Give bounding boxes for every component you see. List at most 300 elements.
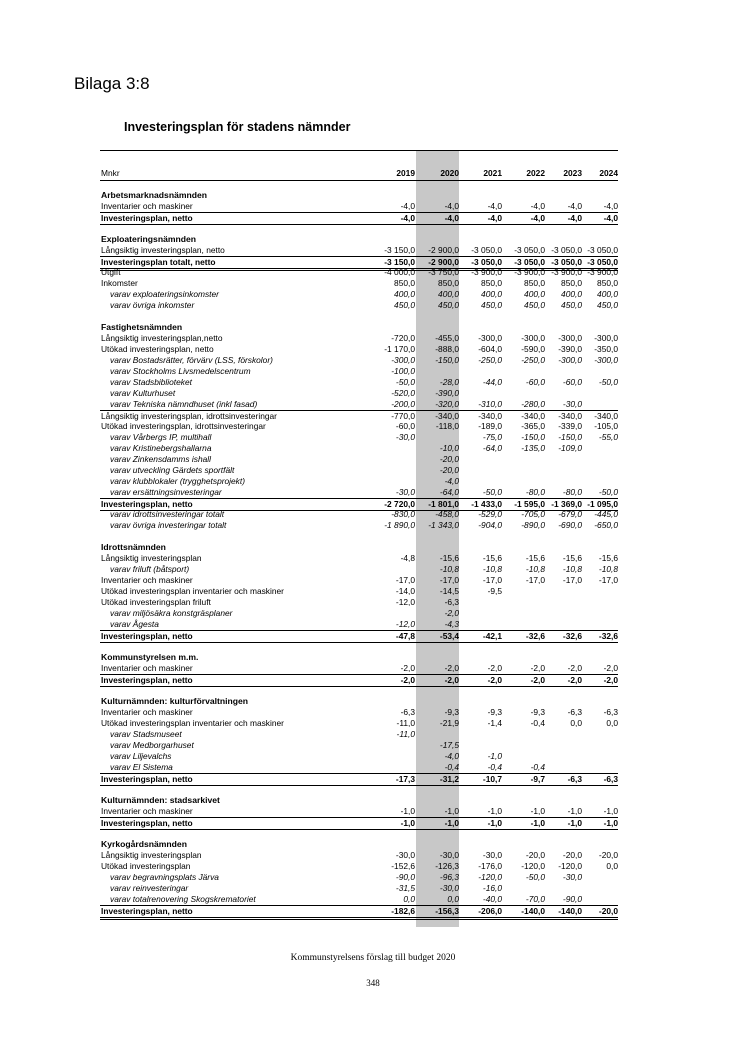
cell-value: -904,0 (478, 520, 502, 530)
cell-value: -1,4 (487, 718, 502, 728)
table-row (100, 872, 618, 883)
row-label: Idrottsnämnden (101, 542, 166, 552)
cell-value: -4,0 (444, 751, 459, 761)
cell-value: -30,0 (482, 850, 502, 860)
cell-value: -3 900,0 (471, 267, 502, 277)
cell-value: -4,0 (487, 201, 502, 211)
cell-value: -3 900,0 (514, 267, 545, 277)
cell-value: -3 050,0 (587, 257, 618, 267)
cell-value: -1 170,0 (384, 344, 415, 354)
cell-value: -310,0 (478, 399, 502, 409)
table-row (100, 751, 618, 762)
cell-value: -3 150,0 (384, 257, 415, 267)
table-row (100, 355, 618, 366)
cell-value: 0,0 (403, 894, 415, 904)
row-label: Långsiktig investeringsplan, netto (101, 245, 225, 255)
cell-value: -31,2 (439, 774, 459, 784)
cell-value: -340,0 (594, 411, 618, 421)
header-year: 2020 (440, 168, 459, 178)
row-label: varav Ågesta (110, 619, 159, 629)
table-row (100, 850, 618, 861)
cell-value: -590,0 (521, 344, 545, 354)
cell-value: -2,0 (530, 675, 545, 685)
table-row (100, 245, 618, 256)
cell-value: -96,3 (439, 872, 459, 882)
row-label: Investeringsplan, netto (101, 774, 193, 784)
cell-value: -4,0 (444, 213, 459, 223)
table-row (100, 377, 618, 388)
cell-value: -1 433,0 (471, 499, 502, 509)
cell-value: -4,0 (444, 201, 459, 211)
cell-value: -690,0 (558, 520, 582, 530)
cell-value: -770,0 (391, 411, 415, 421)
cell-value: -2,0 (444, 663, 459, 673)
cell-value: -12,0 (395, 619, 415, 629)
cell-value: -10,7 (482, 774, 502, 784)
cell-value: -1,0 (567, 806, 582, 816)
row-label: Investeringsplan, netto (101, 675, 193, 685)
cell-value: -31,5 (395, 883, 415, 893)
cell-value: -4,0 (487, 213, 502, 223)
cell-value: -888,0 (435, 344, 459, 354)
row-label: varav klubblokaler (trygghetsprojekt) (110, 476, 245, 486)
cell-value: -0,4 (530, 762, 545, 772)
cell-value: -1 890,0 (384, 520, 415, 530)
row-label: Kyrkogårdsnämnden (101, 839, 187, 849)
cell-value: -4,0 (567, 201, 582, 211)
total-row (100, 817, 618, 830)
row-label: Långsiktig investeringsplan (101, 850, 202, 860)
cell-value: -30,0 (439, 883, 459, 893)
row-label: Investeringsplan, netto (101, 213, 193, 223)
cell-value: -55,0 (598, 432, 618, 442)
table-row (100, 399, 618, 410)
cell-value: -80,0 (562, 487, 582, 497)
cell-value: 0,0 (570, 718, 582, 728)
cell-value: -0,4 (530, 718, 545, 728)
cell-value: 850,0 (438, 278, 459, 288)
cell-value: -20,0 (562, 850, 582, 860)
section-heading (100, 696, 618, 707)
table-row (100, 597, 618, 608)
row-label: varav Zinkensdamms ishall (110, 454, 211, 464)
row-label: Inventarier och maskiner (101, 201, 193, 211)
cell-value: 850,0 (481, 278, 502, 288)
row-label: varav ersättningsinvesteringar (110, 487, 222, 497)
cell-value: -14,5 (439, 586, 459, 596)
cell-value: -118,0 (435, 421, 459, 431)
table-row (100, 553, 618, 564)
cell-value: -44,0 (482, 377, 502, 387)
row-label: Utökad investeringsplan inventarier och maskiner (101, 586, 284, 596)
table-row (100, 861, 618, 872)
cell-value: -458,0 (435, 509, 459, 519)
cell-value: -1,0 (487, 751, 502, 761)
cell-value: -4,0 (567, 213, 582, 223)
table-row (100, 278, 618, 289)
cell-value: 0,0 (606, 718, 618, 728)
cell-value: -1 595,0 (514, 499, 545, 509)
table-row (100, 619, 618, 630)
cell-value: -150,0 (435, 355, 459, 365)
row-label: Utgift (101, 267, 121, 277)
cell-value: -300,0 (594, 333, 618, 343)
cell-value: -2,0 (444, 675, 459, 685)
cell-value: -350,0 (594, 344, 618, 354)
header-rule (100, 150, 618, 151)
table-row (100, 586, 618, 597)
cell-value: -604,0 (478, 344, 502, 354)
cell-value: -2,0 (400, 675, 415, 685)
row-label: Långsiktig investeringsplan (101, 553, 202, 563)
cell-value: -20,0 (598, 850, 618, 860)
cell-value: -40,0 (482, 894, 502, 904)
cell-value: -300,0 (594, 355, 618, 365)
cell-value: 400,0 (524, 289, 545, 299)
cell-value: -340,0 (435, 411, 459, 421)
cell-value: -4,3 (444, 619, 459, 629)
cell-value: -445,0 (594, 509, 618, 519)
section-heading (100, 795, 618, 806)
cell-value: -30,0 (395, 432, 415, 442)
cell-value: -206,0 (478, 906, 502, 916)
cell-value: -50,0 (525, 872, 545, 882)
cell-value: -3 050,0 (471, 245, 502, 255)
cell-value: -15,6 (598, 553, 618, 563)
cell-value: -17,0 (395, 575, 415, 585)
table-row (100, 465, 618, 476)
table-row (100, 487, 618, 498)
cell-value: -720,0 (391, 333, 415, 343)
cell-value: -1 095,0 (587, 499, 618, 509)
table-row (100, 608, 618, 619)
cell-value: -3 150,0 (384, 245, 415, 255)
cell-value: -4,8 (400, 553, 415, 563)
cell-value: -10,8 (598, 564, 618, 574)
cell-value: -4,0 (530, 213, 545, 223)
cell-value: -9,3 (530, 707, 545, 717)
row-label: varav totalrenovering Skogskrematoriet (110, 894, 256, 904)
cell-value: -60,0 (525, 377, 545, 387)
row-label: varav El Sistema (110, 762, 173, 772)
cell-value: -2 900,0 (428, 257, 459, 267)
cell-value: -9,7 (530, 774, 545, 784)
cell-value: -2,0 (487, 675, 502, 685)
cell-value: -2,0 (603, 675, 618, 685)
cell-value: -2,0 (567, 675, 582, 685)
row-label: Inventarier och maskiner (101, 806, 193, 816)
cell-value: 400,0 (438, 289, 459, 299)
row-label: Investeringsplan, netto (101, 499, 193, 509)
cell-value: -10,8 (439, 564, 459, 574)
cell-value: 0,0 (606, 861, 618, 871)
cell-value: -0,4 (444, 762, 459, 772)
row-label: varav Liljevalchs (110, 751, 172, 761)
cell-value: -390,0 (558, 344, 582, 354)
cell-value: -200,0 (391, 399, 415, 409)
cell-value: -300,0 (478, 333, 502, 343)
row-label: varav idrottsinvesteringar totalt (110, 509, 225, 519)
cell-value: -17,0 (439, 575, 459, 585)
row-label: varav miljösäkra konstgräsplaner (110, 608, 233, 618)
cell-value: 0,0 (447, 894, 459, 904)
cell-value: -10,8 (562, 564, 582, 574)
cell-value: -1,0 (530, 806, 545, 816)
cell-value: -4,0 (444, 476, 459, 486)
cell-value: -14,0 (395, 586, 415, 596)
cell-value: -340,0 (558, 411, 582, 421)
section-heading (100, 234, 618, 245)
row-label: Inventarier och maskiner (101, 707, 193, 717)
cell-value: -10,8 (482, 564, 502, 574)
row-label: varav reinvesteringar (110, 883, 189, 893)
table-row (100, 806, 618, 817)
cell-value: -176,0 (478, 861, 502, 871)
cell-value: -3 050,0 (587, 245, 618, 255)
cell-value: -6,3 (603, 707, 618, 717)
cell-value: -0,4 (487, 762, 502, 772)
cell-value: -6,3 (400, 707, 415, 717)
cell-value: -80,0 (525, 487, 545, 497)
cell-value: -250,0 (521, 355, 545, 365)
row-label: Exploateringsnämnden (101, 234, 197, 244)
cell-value: -21,9 (439, 718, 459, 728)
cell-value: -30,0 (395, 850, 415, 860)
cell-value: -650,0 (594, 520, 618, 530)
cell-value: -2,0 (567, 663, 582, 673)
cell-value: -42,1 (482, 631, 502, 641)
cell-value: -1 801,0 (428, 499, 459, 509)
table-header (100, 168, 618, 179)
cell-value: -2 900,0 (428, 245, 459, 255)
cell-value: -90,0 (395, 872, 415, 882)
header-year: 2019 (396, 168, 415, 178)
table-row (100, 201, 618, 212)
total-row (100, 212, 618, 225)
row-label: varav Stockholms Livsmedelscentrum (110, 366, 251, 376)
section-heading (100, 652, 618, 663)
cell-value: -150,0 (558, 432, 582, 442)
row-label: varav utveckling Gärdets sportfält (110, 465, 235, 475)
row-label: Fastighetsnämnden (101, 322, 183, 332)
cell-value: -890,0 (521, 520, 545, 530)
cell-value: -60,0 (562, 377, 582, 387)
header-year: 2024 (599, 168, 618, 178)
cell-value: -53,4 (439, 631, 459, 641)
cell-value: -1,0 (487, 818, 502, 828)
cell-value: -47,8 (395, 631, 415, 641)
cell-value: -1,0 (603, 806, 618, 816)
cell-value: -120,0 (478, 872, 502, 882)
row-label: Investeringsplan, netto (101, 906, 193, 916)
cell-value: -17,0 (598, 575, 618, 585)
cell-value: -9,5 (487, 586, 502, 596)
cell-value: -30,0 (439, 850, 459, 860)
cell-value: -20,0 (439, 454, 459, 464)
row-label: varav Stadsbiblioteket (110, 377, 192, 387)
cell-value: -75,0 (482, 432, 502, 442)
table-row (100, 729, 618, 740)
cell-value: -20,0 (598, 906, 618, 916)
row-label: Utökad investeringsplan (101, 861, 191, 871)
cell-value: -182,6 (391, 906, 415, 916)
cell-value: -4,0 (400, 201, 415, 211)
cell-value: -1,0 (400, 818, 415, 828)
cell-value: 400,0 (597, 289, 618, 299)
row-label: Inventarier och maskiner (101, 575, 193, 585)
cell-value: -4,0 (603, 213, 618, 223)
cell-value: 450,0 (394, 300, 415, 310)
table-row (100, 509, 618, 520)
cell-value: -1,0 (603, 818, 618, 828)
section-heading (100, 322, 618, 333)
table-row (100, 366, 618, 377)
table-row (100, 707, 618, 718)
table-row (100, 476, 618, 487)
cell-value: 450,0 (438, 300, 459, 310)
cell-value: -2,0 (530, 663, 545, 673)
row-label: Inventarier och maskiner (101, 663, 193, 673)
cell-value: -4,0 (400, 213, 415, 223)
cell-value: -2,0 (444, 608, 459, 618)
cell-value: 450,0 (481, 300, 502, 310)
row-label: Investeringsplan, netto (101, 818, 193, 828)
cell-value: -32,6 (562, 631, 582, 641)
cell-value: -140,0 (558, 906, 582, 916)
cell-value: -1,0 (400, 806, 415, 816)
row-label: varav Kulturhuset (110, 388, 176, 398)
cell-value: -339,0 (558, 421, 582, 431)
cell-value: 450,0 (561, 300, 582, 310)
cell-value: -340,0 (521, 411, 545, 421)
cell-value: -3 050,0 (551, 257, 582, 267)
cell-value: -6,3 (567, 774, 582, 784)
cell-value: -705,0 (521, 509, 545, 519)
cell-value: -300,0 (521, 333, 545, 343)
cell-value: -12,0 (395, 597, 415, 607)
cell-value: -365,0 (521, 421, 545, 431)
cell-value: -11,0 (396, 729, 415, 739)
row-label: varav Stadsmuseet (110, 729, 182, 739)
cell-value: -17,0 (482, 575, 502, 585)
cell-value: -28,0 (439, 377, 459, 387)
table-row (100, 454, 618, 465)
table-row (100, 388, 618, 399)
table-row (100, 740, 618, 751)
cell-value: -126,3 (435, 861, 459, 871)
cell-value: -16,0 (482, 883, 502, 893)
cell-value: -3 050,0 (514, 257, 545, 267)
cell-value: -1,0 (567, 818, 582, 828)
cell-value: -2 720,0 (384, 499, 415, 509)
cell-value: -4 000,0 (384, 267, 415, 277)
cell-value: -15,6 (525, 553, 545, 563)
cell-value: -15,6 (439, 553, 459, 563)
table-row (100, 575, 618, 586)
cell-value: -679,0 (558, 509, 582, 519)
cell-value: -4,0 (530, 201, 545, 211)
cell-value: -1 343,0 (428, 520, 459, 530)
header-year: 2021 (483, 168, 502, 178)
cell-value: -1,0 (487, 806, 502, 816)
cell-value: -109,0 (558, 443, 582, 453)
table-row (100, 421, 618, 432)
row-label: varav exploateringsinkomster (110, 289, 219, 299)
cell-value: -20,0 (439, 465, 459, 475)
header-year: 2023 (563, 168, 582, 178)
cell-value: -4,0 (603, 201, 618, 211)
total-row (100, 674, 618, 687)
cell-value: -105,0 (594, 421, 618, 431)
cell-value: -10,8 (525, 564, 545, 574)
table-row (100, 333, 618, 344)
cell-value: 850,0 (524, 278, 545, 288)
table-row (100, 520, 618, 531)
cell-value: -3 750,0 (428, 267, 459, 277)
cell-value: -17,0 (525, 575, 545, 585)
cell-value: -1,0 (530, 818, 545, 828)
row-label: Utökad investeringsplan, netto (101, 344, 214, 354)
cell-value: -135,0 (521, 443, 545, 453)
page-number: 348 (366, 978, 380, 988)
table-row (100, 432, 618, 443)
row-label: Inkomster (101, 278, 138, 288)
cell-value: -90,0 (562, 894, 582, 904)
cell-value: 450,0 (597, 300, 618, 310)
cell-value: -1,0 (444, 818, 459, 828)
header-unit: Mnkr (101, 168, 120, 178)
cell-value: -300,0 (558, 333, 582, 343)
cell-value: -830,0 (391, 509, 415, 519)
cell-value: -6,3 (603, 774, 618, 784)
cell-value: -70,0 (525, 894, 545, 904)
table-row (100, 289, 618, 300)
cell-value: -17,5 (439, 740, 459, 750)
cell-value: -280,0 (521, 399, 545, 409)
cell-value: -50,0 (598, 377, 618, 387)
row-label: varav friluft (båtsport) (110, 564, 190, 574)
cell-value: -152,6 (391, 861, 415, 871)
cell-value: -20,0 (525, 850, 545, 860)
cell-value: -10,0 (439, 443, 459, 453)
appendix-label: Bilaga 3:8 (74, 74, 150, 93)
row-label: Kommunstyrelsen m.m. (101, 652, 199, 662)
row-label: Kulturnämnden: stadsarkivet (101, 795, 220, 805)
cell-value: -2,0 (487, 663, 502, 673)
cell-value: -300,0 (391, 355, 415, 365)
cell-value: 400,0 (561, 289, 582, 299)
cell-value: -15,6 (562, 553, 582, 563)
cell-value: -15,6 (482, 553, 502, 563)
cell-value: -60,0 (395, 421, 415, 431)
page-title: Investeringsplan för stadens nämnder (124, 120, 351, 134)
cell-value: -250,0 (478, 355, 502, 365)
table-row (100, 883, 618, 894)
row-label: Långsiktig investeringsplan,netto (101, 333, 223, 343)
section-heading (100, 190, 618, 201)
cell-value: -32,6 (525, 631, 545, 641)
cell-value: -189,0 (478, 421, 502, 431)
cell-value: -3 050,0 (471, 257, 502, 267)
cell-value: -529,0 (478, 509, 502, 519)
cell-value: -120,0 (558, 861, 582, 871)
cell-value: -17,3 (395, 774, 415, 784)
row-label: Utökad investeringsplan inventarier och maskiner (101, 718, 284, 728)
cell-value: -1 369,0 (551, 499, 582, 509)
cell-value: -140,0 (521, 906, 545, 916)
total-row (100, 773, 618, 786)
cell-value: 850,0 (394, 278, 415, 288)
